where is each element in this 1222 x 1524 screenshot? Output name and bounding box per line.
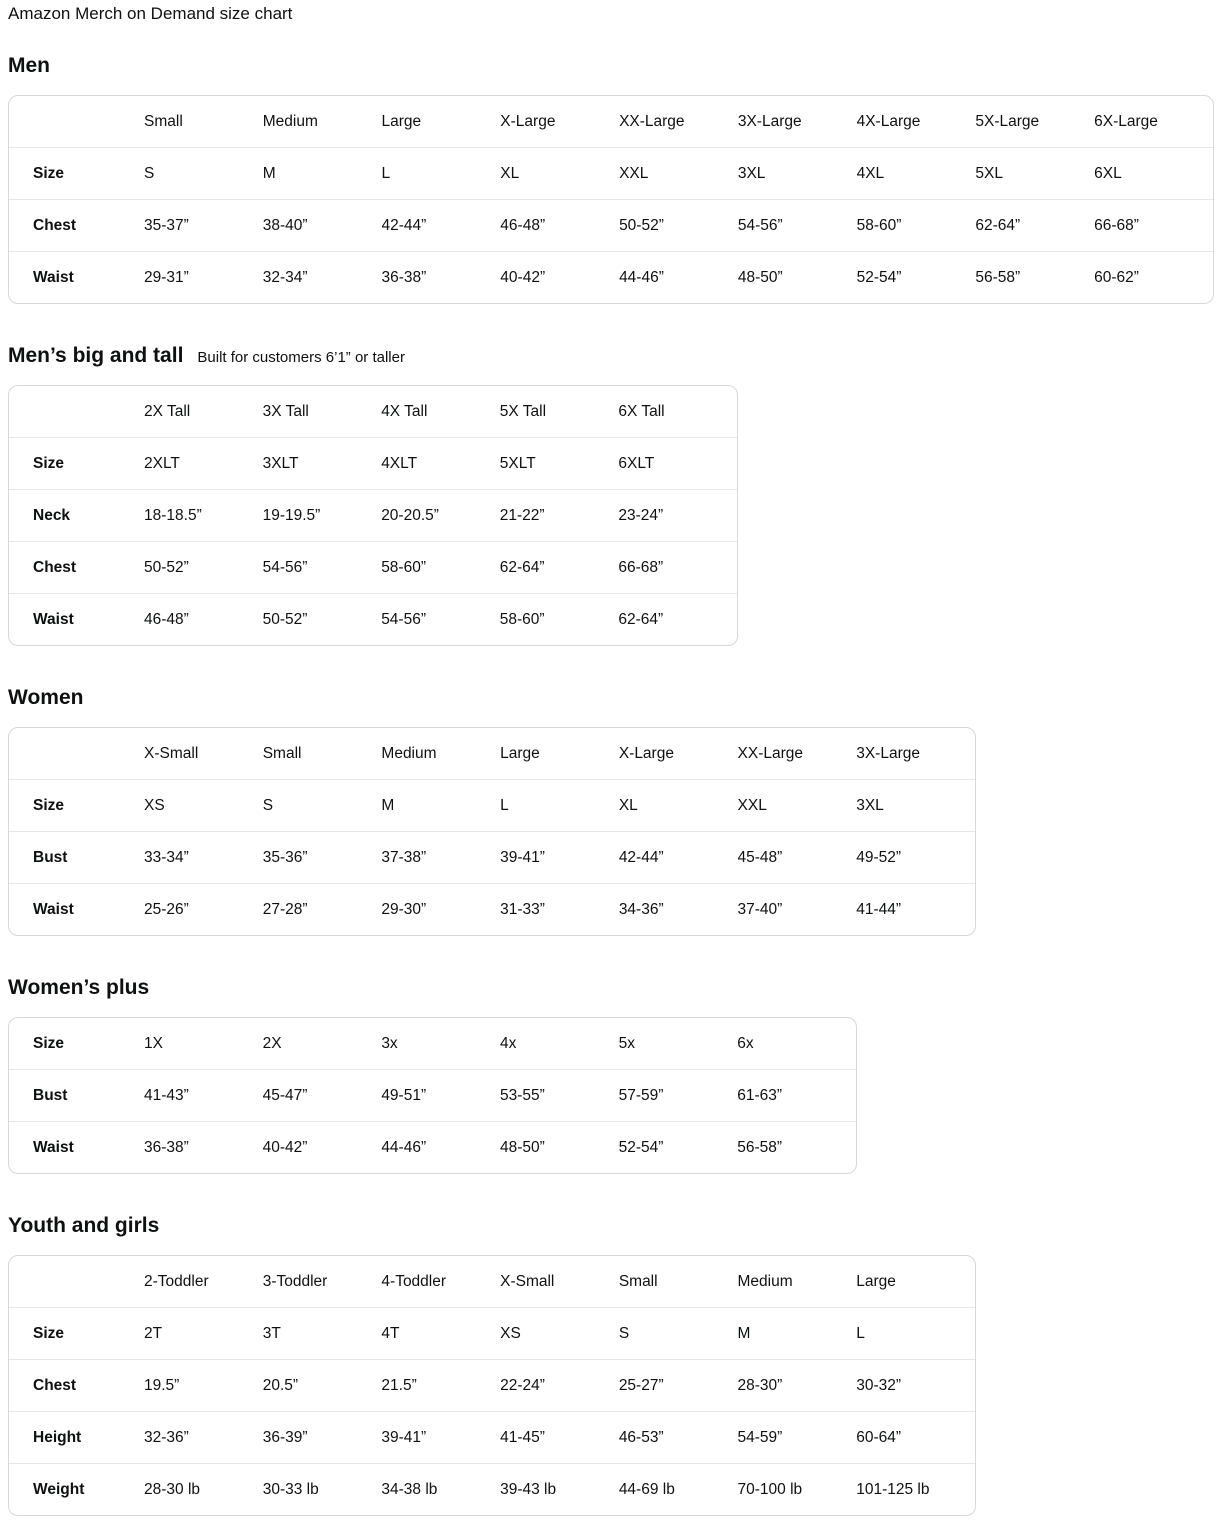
size-cell: 58-60”	[857, 199, 976, 251]
size-cell: M	[263, 147, 382, 199]
column-header: Small	[262, 745, 302, 762]
size-cell: 56-58”	[737, 1121, 856, 1173]
table-row	[9, 779, 975, 831]
size-cell: 2XLT	[144, 437, 263, 489]
size-cell: 38-40”	[263, 199, 382, 251]
size-cell: 40-42”	[263, 1121, 382, 1173]
column-header: 5X-Large	[975, 113, 1040, 130]
size-table-women	[8, 727, 976, 936]
column-header: X-Small	[500, 1273, 555, 1290]
size-cell: 54-56”	[381, 593, 500, 645]
corner-cell	[9, 728, 144, 779]
size-cell: 19.5”	[144, 1359, 263, 1411]
size-cell: 61-63”	[737, 1069, 856, 1121]
size-table-mens-big-and-tall	[8, 385, 738, 646]
row-label: Neck	[9, 489, 144, 541]
table-row	[9, 831, 975, 883]
row-label: Bust	[9, 831, 144, 883]
table-row	[9, 489, 737, 541]
column-header: 6X-Large	[1094, 113, 1158, 130]
size-cell: 101-125 lb	[856, 1463, 975, 1515]
size-cell: 20.5”	[263, 1359, 382, 1411]
size-cell: 54-56”	[263, 541, 382, 593]
section-head	[8, 54, 1214, 78]
section-heading: Men’s big and tall	[8, 344, 184, 367]
column-header: 3X-Large	[737, 113, 802, 130]
size-cell: 62-64”	[975, 199, 1094, 251]
table-row	[9, 1307, 975, 1359]
size-cell: 6XL	[1094, 147, 1213, 199]
size-cell: 46-48”	[500, 199, 619, 251]
size-cell: 41-43”	[144, 1069, 263, 1121]
row-label: Size	[9, 147, 144, 199]
page-title: Amazon Merch on Demand size chart	[8, 4, 293, 23]
column-header: Small	[144, 113, 183, 130]
column-header-row	[9, 1256, 975, 1307]
table-row	[9, 1463, 975, 1515]
section-heading: Men	[8, 54, 50, 77]
column-header-row	[9, 728, 975, 779]
size-cell: 44-46”	[619, 251, 738, 303]
size-cell: S	[263, 779, 382, 831]
size-cell: 22-24”	[500, 1359, 619, 1411]
size-cell: 36-38”	[382, 251, 501, 303]
size-cell: 70-100 lb	[738, 1463, 857, 1515]
table-row	[9, 1411, 975, 1463]
size-cell: 48-50”	[738, 251, 857, 303]
size-cell: 4XL	[857, 147, 976, 199]
size-cell: S	[619, 1307, 738, 1359]
size-cell: 2X	[262, 1035, 282, 1052]
size-cell: 3T	[263, 1307, 382, 1359]
size-cell: 39-41”	[381, 1411, 500, 1463]
size-cell: L	[856, 1307, 975, 1359]
size-cell: 36-38”	[144, 1121, 263, 1173]
size-cell: 6x	[737, 1035, 754, 1052]
column-header: Large	[856, 1273, 896, 1290]
column-header: XX-Large	[619, 113, 685, 130]
size-cell: 21.5”	[381, 1359, 500, 1411]
row-label: Waist	[9, 883, 144, 935]
column-header-row	[9, 96, 1213, 147]
row-label: Height	[9, 1411, 144, 1463]
section-heading: Women	[8, 686, 84, 709]
column-header: Small	[618, 1273, 658, 1290]
size-cell: 60-62”	[1094, 251, 1213, 303]
size-cell: 33-34”	[144, 831, 263, 883]
size-cell: 62-64”	[500, 541, 619, 593]
size-cell: 50-52”	[144, 541, 263, 593]
size-cell: 50-52”	[263, 593, 382, 645]
section-heading: Women’s plus	[8, 976, 150, 999]
size-cell: 57-59”	[619, 1069, 738, 1121]
size-cell: XS	[500, 1307, 619, 1359]
size-cell: 54-56”	[738, 199, 857, 251]
column-header: 3X-Large	[856, 745, 920, 762]
row-label: Waist	[9, 1121, 144, 1173]
size-cell: 39-41”	[500, 831, 619, 883]
corner-cell	[9, 386, 144, 437]
size-cell: 44-69 lb	[619, 1463, 738, 1515]
size-cell: 19-19.5”	[263, 489, 382, 541]
size-cell: M	[381, 779, 500, 831]
size-cell: 49-51”	[381, 1069, 500, 1121]
size-cell: 41-44”	[856, 883, 975, 935]
size-cell: 35-37”	[144, 199, 263, 251]
section-head	[8, 976, 1214, 1000]
size-cell: 54-59”	[738, 1411, 857, 1463]
column-header: 4X-Large	[856, 113, 921, 130]
row-label: Size	[9, 437, 144, 489]
column-header-row	[9, 386, 737, 437]
column-header: 4-Toddler	[381, 1273, 447, 1290]
table-row	[9, 883, 975, 935]
size-cell: 48-50”	[500, 1121, 619, 1173]
table-row	[9, 199, 1213, 251]
row-label: Chest	[9, 541, 144, 593]
size-cell: 53-55”	[500, 1069, 619, 1121]
column-header: X-Large	[618, 745, 674, 762]
size-cell: 66-68”	[618, 541, 737, 593]
size-cell: M	[738, 1307, 857, 1359]
size-table-youth-and-girls	[8, 1255, 976, 1516]
table-row	[9, 541, 737, 593]
section-womens-plus	[8, 976, 1214, 1174]
table-row	[9, 1069, 856, 1121]
size-cell: 27-28”	[263, 883, 382, 935]
table-row	[9, 251, 1213, 303]
size-cell: 4x	[499, 1035, 517, 1052]
size-cell: 40-42”	[500, 251, 619, 303]
corner-cell	[9, 96, 144, 147]
size-cell: 23-24”	[618, 489, 737, 541]
size-cell: 21-22”	[500, 489, 619, 541]
size-cell: 37-38”	[381, 831, 500, 883]
size-cell: 28-30”	[738, 1359, 857, 1411]
size-cell: 4XLT	[381, 437, 500, 489]
section-subtitle: Built for customers 6’1” or taller	[197, 349, 405, 366]
section-head	[8, 344, 1214, 368]
row-label: Size	[9, 779, 144, 831]
size-cell: 41-45”	[500, 1411, 619, 1463]
size-cell: 56-58”	[975, 251, 1094, 303]
column-header: 4X Tall	[381, 403, 428, 420]
size-cell: 36-39”	[263, 1411, 382, 1463]
table-row	[9, 147, 1213, 199]
column-header: X-Large	[500, 113, 556, 130]
size-table-womens-plus	[8, 1017, 857, 1174]
size-cell: 46-48”	[144, 593, 263, 645]
size-cell: 29-30”	[381, 883, 500, 935]
column-header: 2X Tall	[144, 403, 191, 420]
size-cell: 49-52”	[856, 831, 975, 883]
size-cell: 28-30 lb	[144, 1463, 263, 1515]
size-cell: XXL	[619, 147, 738, 199]
column-header: Large	[500, 745, 540, 762]
size-cell: 34-38 lb	[381, 1463, 500, 1515]
column-header: Large	[381, 113, 422, 130]
size-cell: 58-60”	[500, 593, 619, 645]
size-cell: XS	[144, 779, 263, 831]
row-label: Weight	[9, 1463, 144, 1515]
section-men	[8, 54, 1214, 304]
size-cell: 42-44”	[619, 831, 738, 883]
row-label: Chest	[9, 1359, 144, 1411]
size-cell: 60-64”	[856, 1411, 975, 1463]
size-cell: 1X	[144, 1035, 163, 1052]
section-head	[8, 1214, 1214, 1238]
row-label: Waist	[9, 251, 144, 303]
section-head	[8, 686, 1214, 710]
table-row	[9, 1018, 856, 1069]
size-cell: 3x	[381, 1035, 398, 1052]
size-cell: 6XLT	[618, 437, 737, 489]
table-row	[9, 1359, 975, 1411]
column-header: X-Small	[144, 745, 199, 762]
section-mens-big-and-tall	[8, 344, 1214, 646]
size-cell: 3XL	[738, 147, 857, 199]
column-header: Medium	[737, 1273, 793, 1290]
size-cell: 66-68”	[1094, 199, 1213, 251]
column-header: Medium	[262, 113, 318, 130]
size-cell: 18-18.5”	[144, 489, 263, 541]
row-label: Chest	[9, 199, 144, 251]
sections-container	[8, 54, 1214, 1516]
section-heading: Youth and girls	[8, 1214, 160, 1237]
row-label: Waist	[9, 593, 144, 645]
size-cell: L	[500, 779, 619, 831]
size-cell: 20-20.5”	[381, 489, 500, 541]
column-header: 3X Tall	[262, 403, 309, 420]
size-cell: 29-31”	[144, 251, 263, 303]
size-chart-page	[8, 4, 1214, 1516]
column-header: 2-Toddler	[144, 1273, 209, 1290]
size-cell: XXL	[738, 779, 857, 831]
size-cell: 45-47”	[263, 1069, 382, 1121]
size-cell: 30-32”	[856, 1359, 975, 1411]
size-cell: S	[144, 147, 263, 199]
size-cell: 45-48”	[738, 831, 857, 883]
size-table-men	[8, 95, 1214, 304]
corner-cell	[9, 1256, 144, 1307]
size-cell: XL	[619, 779, 738, 831]
size-cell: 5XL	[975, 147, 1094, 199]
size-cell: 58-60”	[381, 541, 500, 593]
size-cell: 37-40”	[738, 883, 857, 935]
size-cell: 2T	[144, 1307, 263, 1359]
size-cell: 5XLT	[500, 437, 619, 489]
column-header: XX-Large	[737, 745, 803, 762]
table-row	[9, 437, 737, 489]
size-cell: 25-26”	[144, 883, 263, 935]
size-cell: 35-36”	[263, 831, 382, 883]
size-cell: 4T	[381, 1307, 500, 1359]
table-row	[9, 1121, 856, 1173]
size-cell: 42-44”	[382, 199, 501, 251]
size-cell: XL	[500, 147, 619, 199]
size-cell: 31-33”	[500, 883, 619, 935]
row-label: Bust	[9, 1069, 144, 1121]
column-header: 3-Toddler	[262, 1273, 328, 1290]
section-youth-and-girls	[8, 1214, 1214, 1516]
size-cell: 50-52”	[619, 199, 738, 251]
size-cell: 3XLT	[263, 437, 382, 489]
size-cell: 34-36”	[619, 883, 738, 935]
column-header: 6X Tall	[618, 403, 665, 420]
section-women	[8, 686, 1214, 936]
column-header: 5X Tall	[499, 403, 547, 420]
table-row	[9, 593, 737, 645]
size-cell: 52-54”	[619, 1121, 738, 1173]
size-cell: 30-33 lb	[263, 1463, 382, 1515]
size-cell: 5x	[618, 1035, 635, 1052]
size-cell: 62-64”	[618, 593, 737, 645]
size-cell: 52-54”	[857, 251, 976, 303]
row-label: Size	[33, 1035, 65, 1052]
size-cell: 25-27”	[619, 1359, 738, 1411]
size-cell: L	[382, 147, 501, 199]
size-cell: 3XL	[856, 779, 975, 831]
size-cell: 32-34”	[263, 251, 382, 303]
size-cell: 44-46”	[381, 1121, 500, 1173]
size-cell: 46-53”	[619, 1411, 738, 1463]
size-cell: 39-43 lb	[500, 1463, 619, 1515]
column-header: Medium	[381, 745, 437, 762]
size-cell: 32-36”	[144, 1411, 263, 1463]
row-label: Size	[9, 1307, 144, 1359]
